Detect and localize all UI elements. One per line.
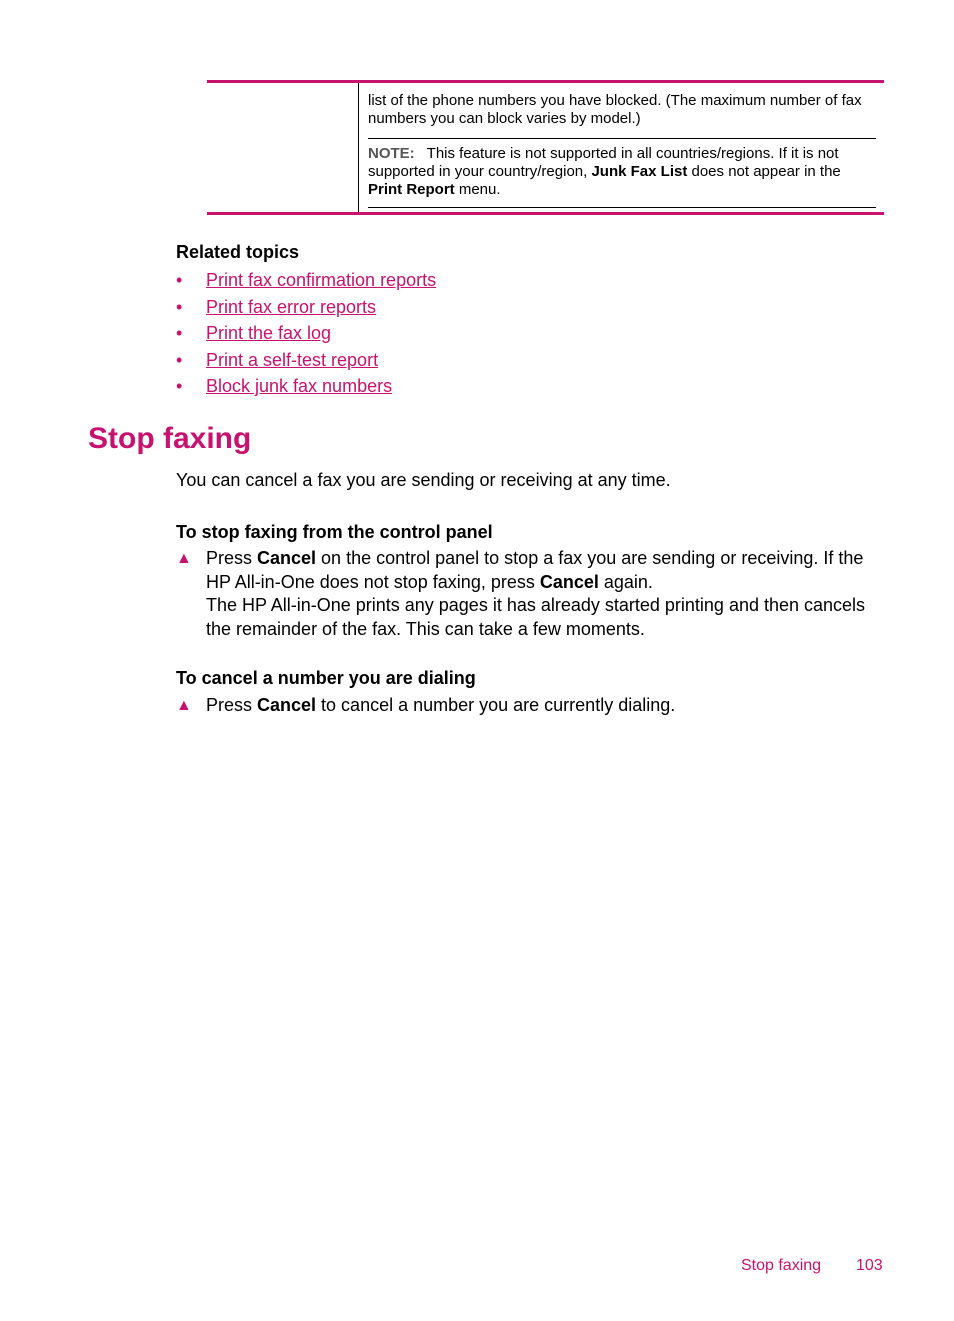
bullet-icon: • [176, 323, 183, 343]
table-cell-text: list of the phone numbers you have blocked. (The maximum number of fax numbers you can block varies by model.) [368, 92, 862, 127]
footer-section-name: Stop faxing [741, 1257, 822, 1274]
note-text-b: does not appear in the [687, 163, 841, 180]
list-item [176, 321, 436, 348]
related-link-fax-log[interactable]: Print the fax log [206, 323, 332, 343]
procedure-heading-stop-faxing: To stop faxing from the control panel [176, 522, 493, 542]
related-topics-heading: Related topics [176, 242, 300, 262]
related-link-confirmation-reports[interactable]: Print fax confirmation reports [206, 270, 437, 290]
note-top-rule [368, 138, 876, 139]
list-item [176, 295, 436, 322]
related-link-block-junk-fax[interactable]: Block junk fax numbers [206, 376, 393, 396]
related-link-self-test-report[interactable]: Print a self-test report [206, 349, 379, 370]
table-column-divider [358, 83, 359, 212]
note-bottom-rule [368, 207, 876, 208]
procedure-step [176, 694, 886, 718]
section-intro: You can cancel a fax you are sending or receiving at any time. [176, 470, 671, 490]
step-text-a: Press [206, 548, 258, 568]
step-text-b: to cancel a number you are currently dialing. [316, 695, 676, 715]
list-item [176, 348, 436, 375]
cancel-button-reference: Cancel [539, 571, 599, 592]
report-table [207, 80, 884, 215]
list-item [176, 374, 436, 401]
triangle-icon: ▲ [176, 550, 192, 567]
step-instruction [206, 547, 886, 594]
bullet-icon: • [176, 349, 183, 370]
triangle-icon: ▲ [176, 697, 192, 714]
note-text-c: menu. [454, 181, 501, 198]
step-text-b: on the control panel to stop a fax you are sending or receiving. If the HP All-in-One does not stop faxing, press [206, 548, 864, 592]
note-block [368, 145, 878, 199]
procedure-heading-cancel-dialing: To cancel a number you are dialing [176, 668, 476, 688]
note-text-a: This feature is not supported in all countries/regions. If it is not supported in your country/region, [368, 145, 839, 180]
note-bold-print-report: Print Report [368, 181, 455, 198]
section-title: Stop faxing [88, 422, 252, 455]
related-topics-list [176, 268, 436, 401]
related-link-error-reports[interactable]: Print fax error reports [206, 296, 377, 317]
footer-page-number: 103 [856, 1257, 883, 1274]
list-item [176, 268, 436, 295]
bullet-icon: • [176, 296, 183, 317]
step-body [206, 547, 886, 641]
cancel-button-reference: Cancel [257, 695, 317, 715]
step-body [206, 694, 886, 718]
step-text-c: again. [598, 571, 653, 592]
note-label: NOTE: [368, 145, 415, 162]
step-text-a: Press [206, 695, 258, 715]
procedure-step [176, 547, 886, 641]
bullet-icon: • [176, 376, 183, 396]
note-bold-junk-fax-list: Junk Fax List [591, 163, 688, 180]
step-followup: The HP All-in-One prints any pages it has already started printing and then cancels the remainder of the fax. This can take a few moments. [206, 595, 866, 639]
step-instruction [206, 694, 886, 718]
cancel-button-reference: Cancel [257, 548, 317, 568]
bullet-icon: • [176, 270, 183, 290]
